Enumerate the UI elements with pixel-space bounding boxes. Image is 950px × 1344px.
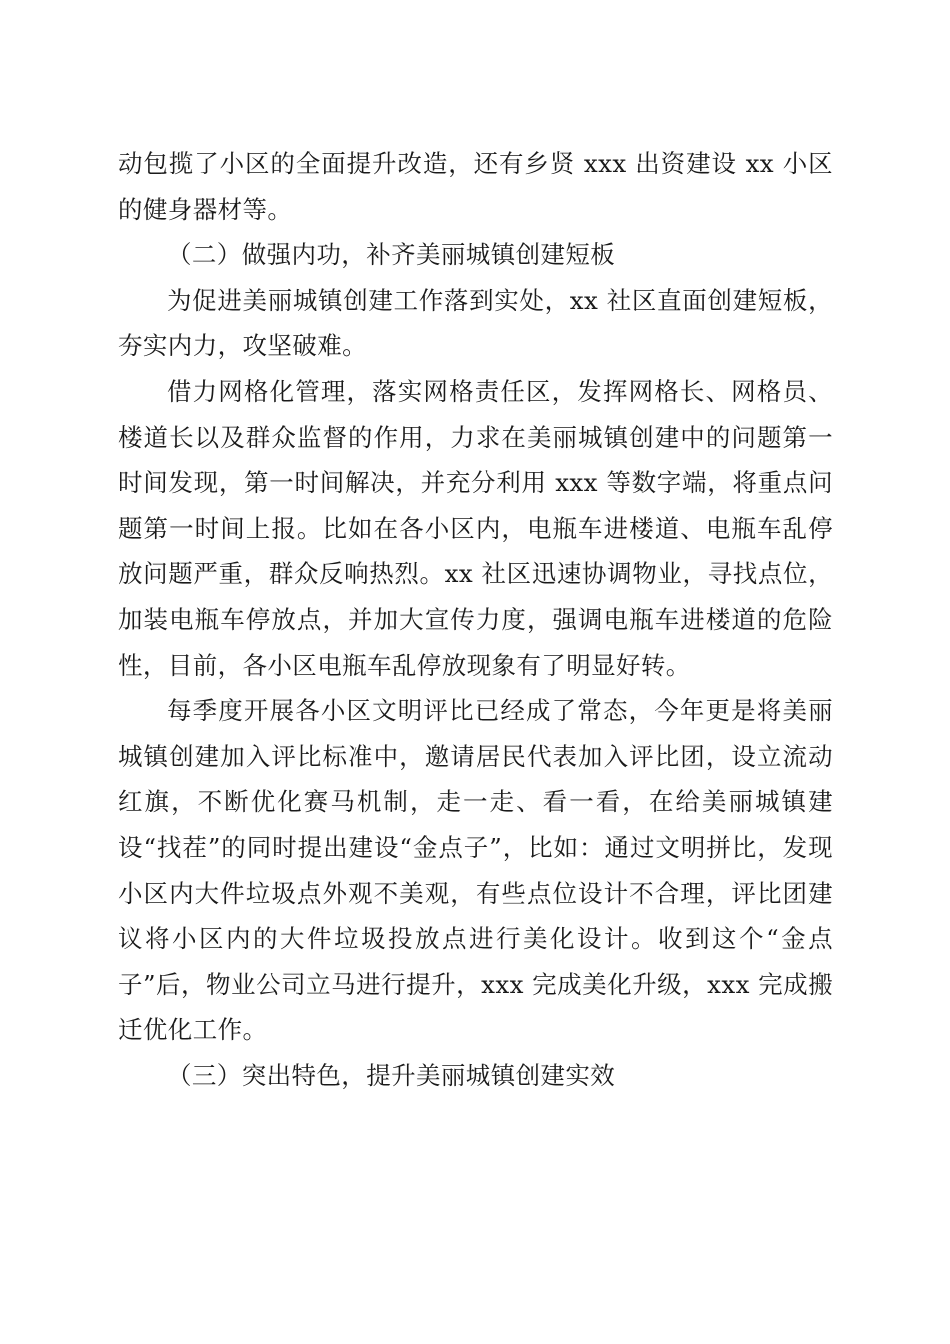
- document-body: [118, 141, 833, 1098]
- paragraph-body: 借力网格化管理，落实网格责任区，发挥网格长、网格员、楼道长以及群众监督的作用，力求在美丽城镇创建中的问题第一时间发现，第一时间解决，并充分利用 xxx 等数字端，将重点问题第一时间上报。比如在各小区内，电瓶车进楼道、电瓶车乱停放问题严重，群众反响热烈。xx 社区迅速协调物业，寻找点位，加装电瓶车停放点，并加大宣传力度，强调电瓶车进楼道的危险性，目前，各小区电瓶车乱停放现象有了明显好转。: [118, 376, 833, 680]
- section-heading-2: （二）做强内功，补齐美丽城镇创建短板: [167, 240, 616, 270]
- paragraph-body: 为促进美丽城镇创建工作落到实处，xx 社区直面创建短板，夯实内力，攻坚破难。: [118, 285, 833, 361]
- section-heading-3: （三）突出特色，提升美丽城镇创建实效: [167, 1060, 616, 1090]
- paragraph-continuation: 动包揽了小区的全面提升改造，还有乡贤 xxx 出资建设 xx 小区的健身器材等。: [118, 149, 833, 224]
- paragraph-body: 每季度开展各小区文明评比已经成了常态，今年更是将美丽城镇创建加入评比标准中，邀请居民代表加入评比团，设立流动红旗，不断优化赛马机制，走一走、看一看，在给美丽城镇建设“找茬”的同时提出建设“金点子”，比如：通过文明拼比，发现小区内大件垃圾点外观不美观，有些点位设计不合理，评比团建议将小区内的大件垃圾投放点进行美化设计。收到这个“金点子”后，物业公司立马进行提升，xxx 完成美化升级，xxx 完成搬迁优化工作。: [118, 696, 833, 1045]
